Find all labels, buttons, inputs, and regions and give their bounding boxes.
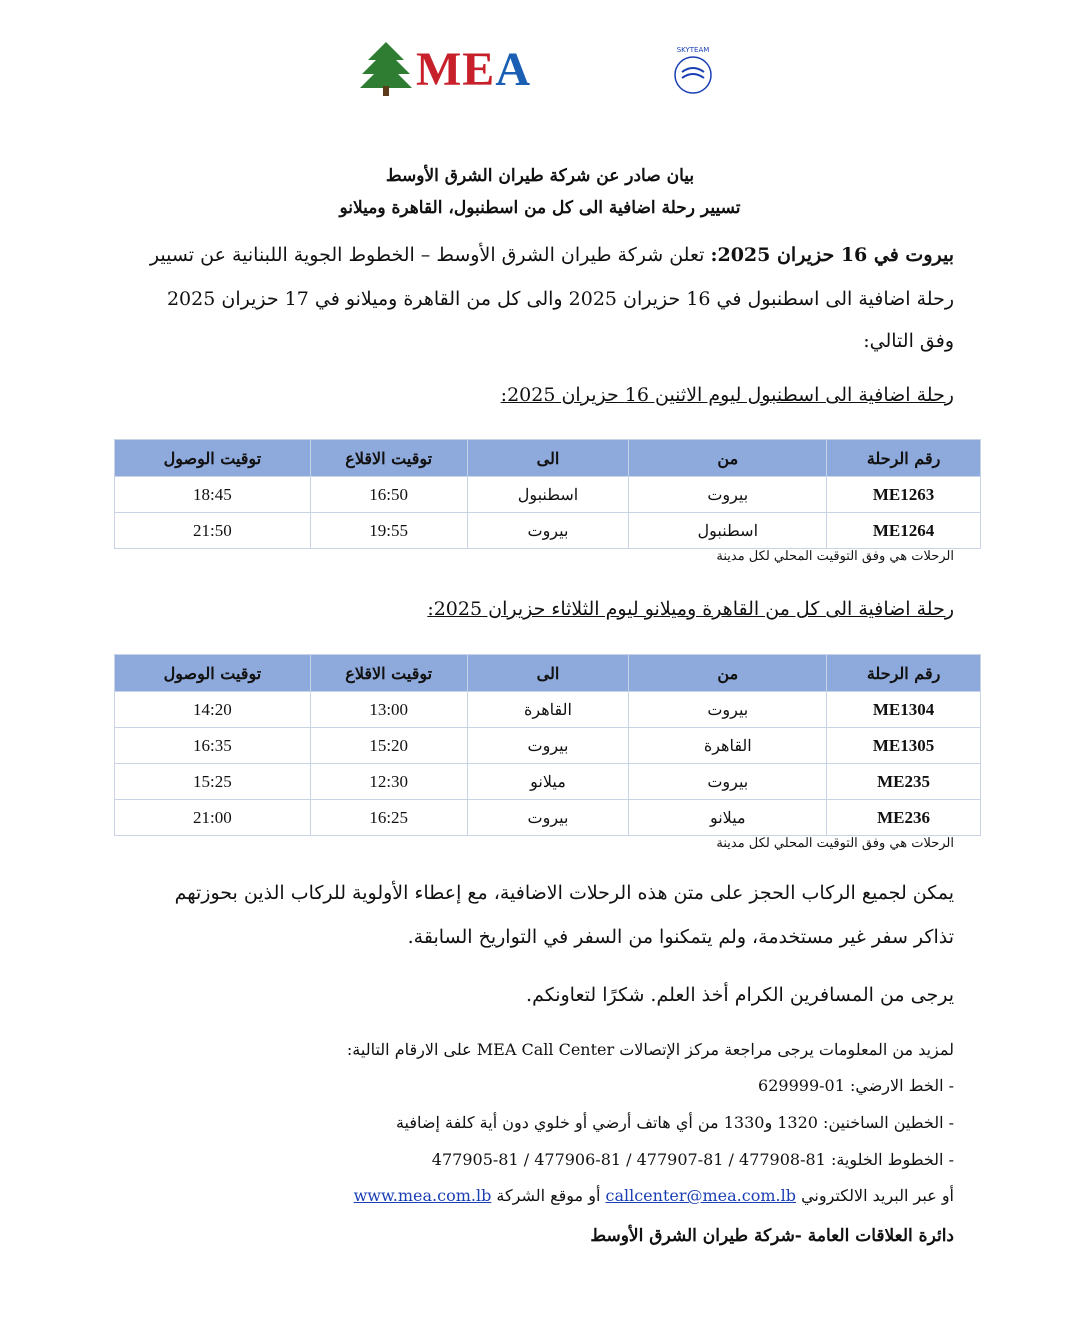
intro-line-2: رحلة اضافية الى اسطنبول في 16 حزيران 2025 والى كل من القاهرة وميلانو في 17 حزيران 2025 <box>166 288 954 310</box>
flight-number: ME1264 <box>827 513 981 549</box>
statement-subtitle: تسيير رحلة اضافية الى كل من اسطنبول، القاهرة وميلانو <box>339 198 741 218</box>
arrival-time: 14:20 <box>115 692 311 728</box>
mobile-numbers: - الخطوط الخلوية: 81-477908 / 81-477907 / 81-477906 / 81-477905 <box>431 1150 954 1169</box>
table-header-row <box>115 655 981 692</box>
section-istanbul-heading: رحلة اضافية الى اسطنبول ليوم الاثنين 16 حزيران 2025: <box>500 384 954 406</box>
header-from: من <box>629 655 827 692</box>
header-to: الى <box>467 440 629 477</box>
flight-origin: بيروت <box>629 477 827 513</box>
table-row <box>115 764 981 800</box>
header-flight-number: رقم الرحلة <box>827 440 981 477</box>
cairo-milan-flights-table <box>114 654 981 836</box>
table-header-row <box>115 440 981 477</box>
statement-title: بيان صادر عن شركة طيران الشرق الأوسط <box>385 166 695 186</box>
header-arrival: توقيت الوصول <box>115 440 311 477</box>
flight-origin: بيروت <box>629 764 827 800</box>
table-row <box>115 728 981 764</box>
flight-destination: ميلانو <box>467 764 629 800</box>
departure-time: 12:30 <box>310 764 467 800</box>
skyteam-logo-icon <box>662 42 724 104</box>
flight-destination: اسطنبول <box>467 477 629 513</box>
booking-info-line-2: تذاكر سفر غير مستخدمة، ولم يتمكنوا من السفر في التواريخ السابقة. <box>407 926 954 948</box>
arrival-time: 21:00 <box>115 800 311 836</box>
table-row <box>115 692 981 728</box>
header-flight-number: رقم الرحلة <box>827 655 981 692</box>
intro-line-1: بيروت في 16 حزيران 2025: تعلن شركة طيران الشرق الأوسط – الخطوط الجوية اللبنانية عن تسيير <box>149 244 954 266</box>
flight-number: ME235 <box>827 764 981 800</box>
flight-number: ME1263 <box>827 477 981 513</box>
table-row <box>115 477 981 513</box>
table-row <box>115 800 981 836</box>
booking-info-line-1: يمكن لجميع الركاب الحجز على متن هذه الرحلات الاضافية، مع إعطاء الأولوية للركاب الذين بحوزتهم <box>174 882 954 904</box>
departure-time: 16:25 <box>310 800 467 836</box>
arrival-time: 15:25 <box>115 764 311 800</box>
flight-origin: اسطنبول <box>629 513 827 549</box>
flight-number: ME236 <box>827 800 981 836</box>
mea-logo-text: MEA <box>416 43 531 96</box>
intro-dateline: بيروت في 16 حزيران 2025: <box>710 244 954 266</box>
table-row <box>115 513 981 549</box>
hotline-numbers: - الخطين الساخنين: 1320 و1330 من أي هاتف أرضي أو خلوي دون أية كلفة إضافية <box>395 1113 954 1132</box>
contact-intro: لمزيد من المعلومات يرجى مراجعة مركز الإتصالات MEA Call Center على الارقام التالية: <box>346 1040 954 1059</box>
signature: دائرة العلاقات العامة -شركة طيران الشرق الأوسط <box>590 1226 954 1246</box>
departure-time: 13:00 <box>310 692 467 728</box>
departure-time: 15:20 <box>310 728 467 764</box>
contact-email-website-line: أو عبر البريد الالكتروني callcenter@mea.com.lb أو موقع الشركة www.mea.com.lb <box>353 1186 954 1205</box>
passenger-notice: يرجى من المسافرين الكرام أخذ العلم. شكرًا لتعاونكم. <box>526 984 954 1006</box>
local-time-note: الرحلات هي وفق التوقيت المحلي لكل مدينة <box>716 836 954 851</box>
header-departure: توقيت الاقلاع <box>310 440 467 477</box>
flight-destination: بيروت <box>467 800 629 836</box>
header-to: الى <box>467 655 629 692</box>
header-arrival: توقيت الوصول <box>115 655 311 692</box>
landline-number: - الخط الارضي: 01-629999 <box>758 1076 954 1095</box>
svg-text:SKYTEAM: SKYTEAM <box>676 46 710 54</box>
departure-time: 19:55 <box>310 513 467 549</box>
header-from: من <box>629 440 827 477</box>
flight-origin: ميلانو <box>629 800 827 836</box>
section-cairo-milan-heading: رحلة اضافية الى كل من القاهرة وميلانو ليوم الثلاثاء حزيران 2025: <box>427 598 954 620</box>
flight-origin: القاهرة <box>629 728 827 764</box>
flight-destination: القاهرة <box>467 692 629 728</box>
header-departure: توقيت الاقلاع <box>310 655 467 692</box>
flight-origin: بيروت <box>629 692 827 728</box>
departure-time: 16:50 <box>310 477 467 513</box>
arrival-time: 18:45 <box>115 477 311 513</box>
local-time-note: الرحلات هي وفق التوقيت المحلي لكل مدينة <box>716 549 954 564</box>
arrival-time: 16:35 <box>115 728 311 764</box>
cedar-tree-icon <box>358 38 414 98</box>
flight-number: ME1305 <box>827 728 981 764</box>
email-link[interactable]: callcenter@mea.com.lb <box>605 1186 796 1205</box>
intro-line-3: وفق التالي: <box>863 330 954 352</box>
flight-number: ME1304 <box>827 692 981 728</box>
flight-destination: بيروت <box>467 513 629 549</box>
flight-destination: بيروت <box>467 728 629 764</box>
website-link[interactable]: www.mea.com.lb <box>353 1186 492 1205</box>
istanbul-flights-table <box>114 439 981 549</box>
arrival-time: 21:50 <box>115 513 311 549</box>
